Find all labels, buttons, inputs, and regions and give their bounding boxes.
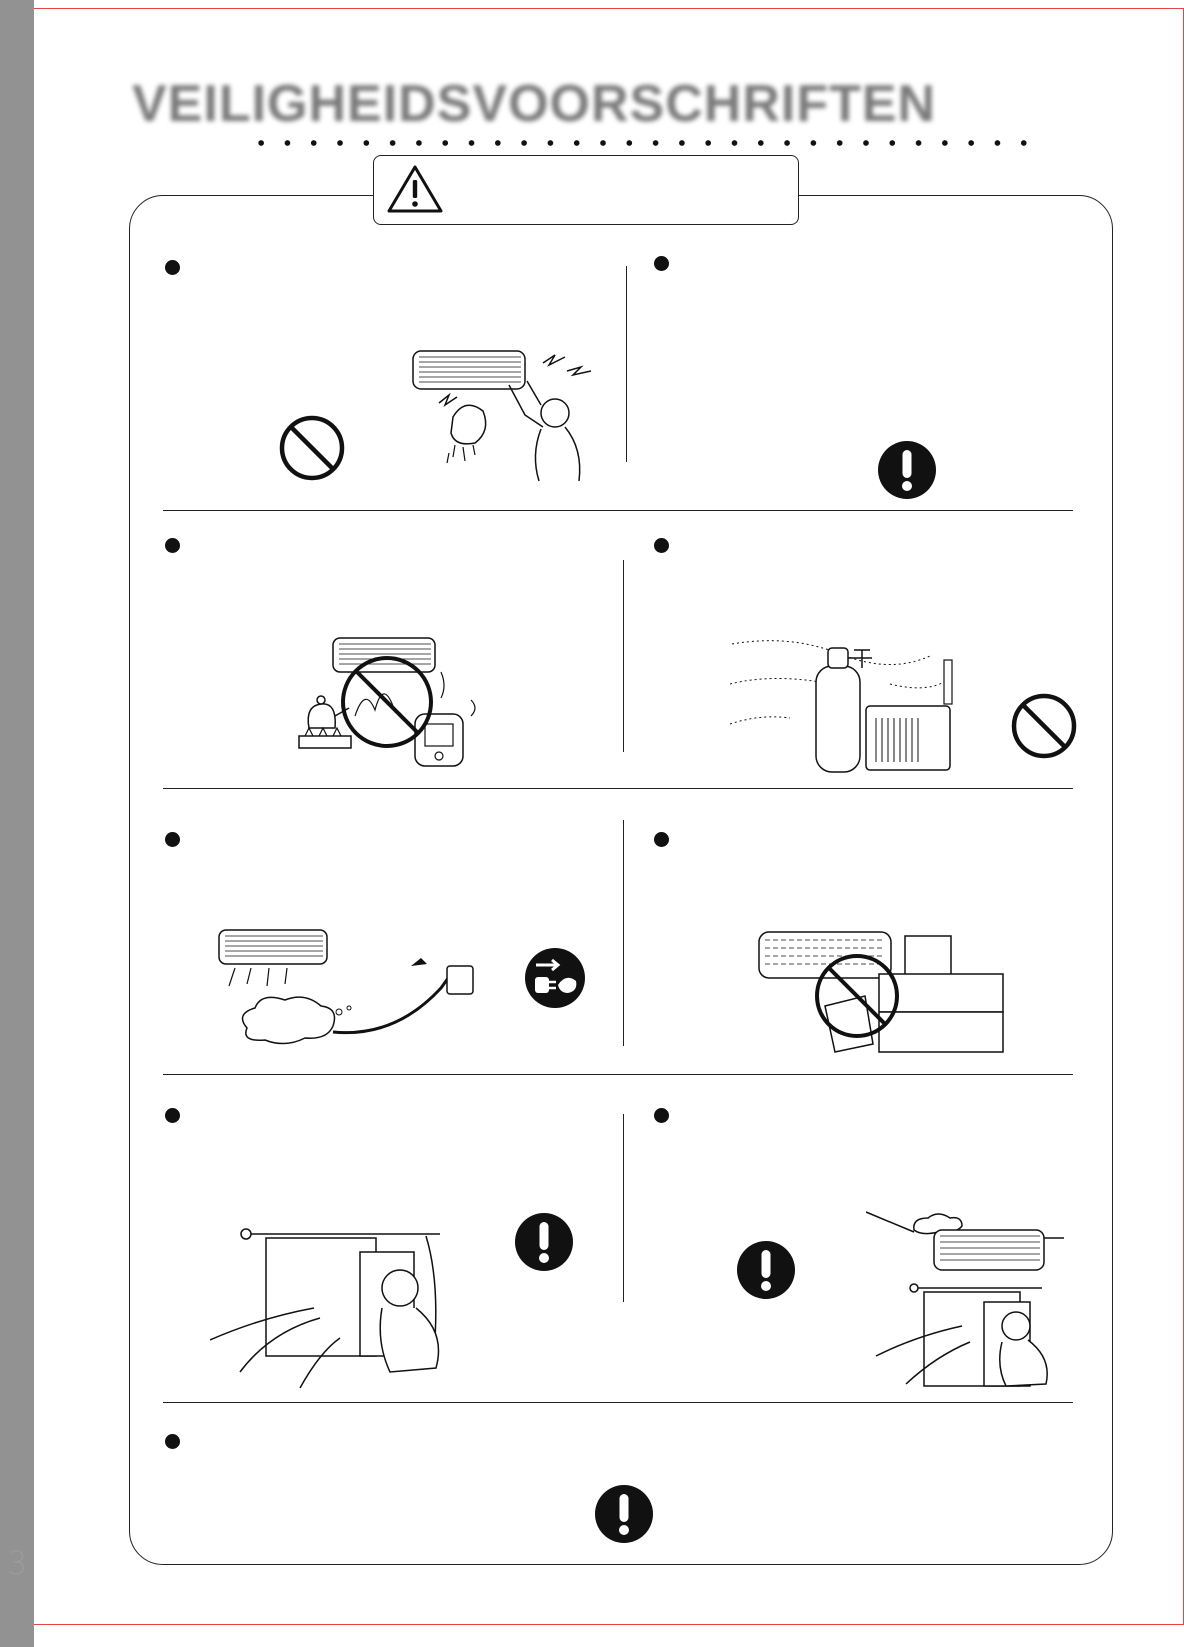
mandatory-icon [594,1484,654,1544]
crop-frame-bottom [34,1624,1184,1625]
heat-source-illustration [295,636,495,772]
obstacles-illustration [755,926,1005,1056]
wet-cloth-cleaning-illustration [405,345,605,485]
gas-cylinder-illustration [730,634,960,774]
row-divider [163,1402,1073,1403]
dotted-divider [248,140,1036,146]
prohibited-icon [1010,692,1078,760]
bullet-point [165,1434,180,1449]
warning-triangle-icon [386,164,444,214]
page-title: VEILIGHEIDSVOORSCHRIFTEN [132,75,937,133]
bullet-point [165,832,180,847]
column-divider [623,820,624,1046]
ventilation-window-illustration [866,1206,1066,1392]
page-number: 3 [6,1544,28,1582]
mandatory-icon [514,1212,574,1272]
bullet-point [654,1108,669,1123]
row-divider [163,788,1073,789]
unplug-illustration [215,928,495,1058]
mandatory-icon [877,440,937,500]
bullet-point [165,538,180,553]
ventilation-illustration [210,1222,460,1392]
sidebar-strip [0,0,34,1647]
bullet-point [654,538,669,553]
mandatory-icon [736,1240,796,1300]
bullet-point [165,260,180,275]
warning-header-box [373,155,799,225]
unplug-icon [524,947,586,1009]
prohibited-icon [278,414,346,482]
column-divider [626,266,627,462]
column-divider [623,560,624,752]
column-divider [623,1114,624,1302]
bullet-point [165,1108,180,1123]
row-divider [163,1074,1073,1075]
crop-frame-top [34,8,1184,9]
row-divider [163,510,1073,511]
bullet-point [654,832,669,847]
bullet-point [654,256,669,271]
